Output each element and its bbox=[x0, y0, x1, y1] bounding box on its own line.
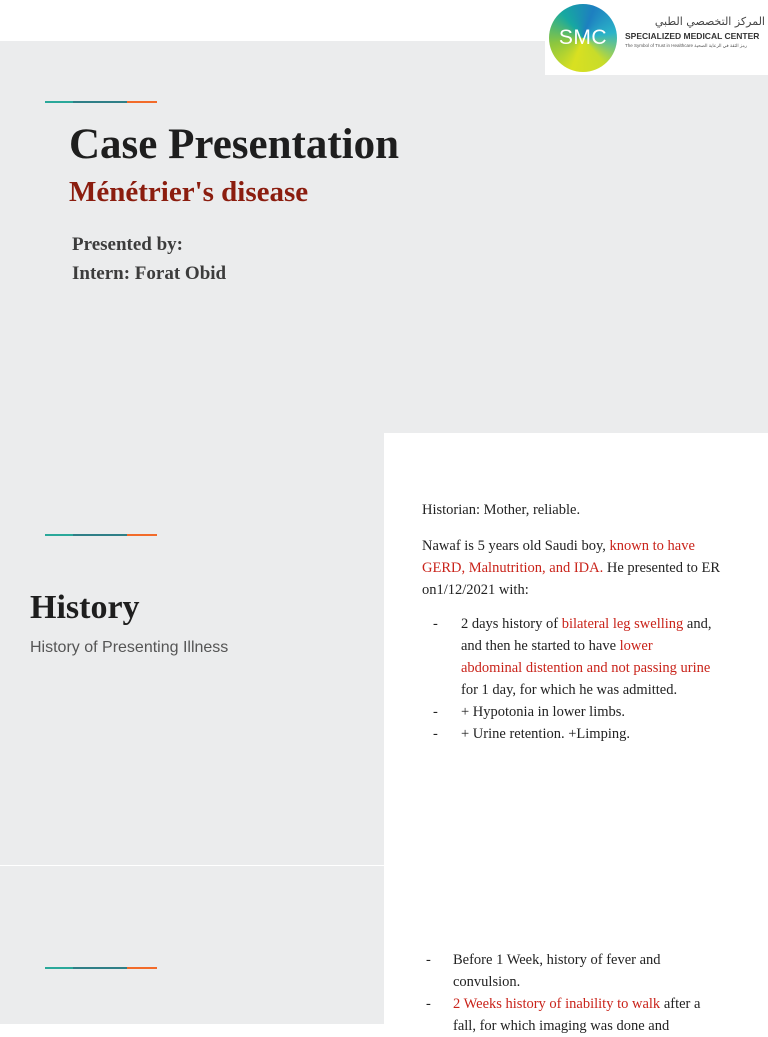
smc-logo-circle-icon bbox=[549, 4, 617, 72]
list-bullet: - bbox=[433, 726, 438, 742]
list-item bbox=[426, 993, 726, 1037]
item-highlight: 2 Weeks history of inability to walk bbox=[453, 996, 661, 1012]
accent-line bbox=[45, 534, 157, 536]
disease-subtitle: Ménétrier's disease bbox=[69, 176, 309, 208]
smc-logo bbox=[545, 0, 768, 75]
list-bullet: - bbox=[433, 616, 438, 632]
list-bullet: - bbox=[426, 996, 431, 1012]
item-highlight: bilateral leg swelling bbox=[561, 616, 684, 632]
item-text: and, and then he started to have bbox=[461, 616, 712, 654]
item-text: for 1 day, for which he was admitted. bbox=[461, 682, 678, 698]
slide-history bbox=[0, 433, 768, 865]
accent-segment-teal bbox=[45, 534, 73, 536]
list-item bbox=[433, 613, 715, 701]
accent-line bbox=[45, 101, 157, 103]
accent-segment-orange bbox=[127, 534, 157, 536]
intro-text: Nawaf is 5 years old Saudi boy, bbox=[422, 538, 610, 554]
page-title: Case Presentation bbox=[69, 121, 400, 168]
history-continued-panel bbox=[384, 866, 768, 1034]
item-text: after a fall, for which imaging was done and bbox=[453, 996, 701, 1034]
list-bullet: - bbox=[433, 704, 438, 720]
section-title: History bbox=[30, 589, 140, 626]
intro-paragraph bbox=[422, 535, 740, 601]
item-highlight: lower abdominal distention and not passing urine bbox=[461, 638, 711, 676]
list-item bbox=[433, 723, 715, 745]
history-content-panel bbox=[384, 433, 768, 865]
accent-segment-teal bbox=[45, 967, 73, 969]
item-text: + Hypotonia in lower limbs. bbox=[461, 704, 626, 720]
accent-line bbox=[45, 967, 157, 969]
section-subtitle: History of Presenting Illness bbox=[30, 639, 229, 656]
list-bullet: - bbox=[426, 952, 431, 968]
logo-tagline: The Symbol of Trust in Healthcare رمز الثقة في الرعاية الصحية bbox=[625, 43, 747, 48]
list-item bbox=[433, 701, 715, 723]
presenting-list bbox=[433, 613, 715, 745]
presenter-label: Presented by: bbox=[72, 234, 183, 255]
accent-segment-blue bbox=[73, 101, 127, 103]
slide-history-continued bbox=[0, 866, 768, 1034]
intro-highlight: known to have GERD, Malnutrition, and IDA. bbox=[422, 538, 695, 576]
smc-logo-initials: SMC bbox=[558, 26, 608, 49]
list-item bbox=[426, 949, 726, 993]
slide-case-presentation bbox=[0, 41, 768, 433]
historian-line: Historian: Mother, reliable. bbox=[422, 502, 581, 518]
accent-segment-blue bbox=[73, 967, 127, 969]
accent-segment-blue bbox=[73, 534, 127, 536]
accent-segment-orange bbox=[127, 967, 157, 969]
accent-segment-teal bbox=[45, 101, 73, 103]
item-text: Before 1 Week, history of fever and convulsion. bbox=[453, 952, 661, 990]
logo-arabic-name: المركز التخصصي الطبي bbox=[654, 15, 765, 28]
logo-english-name: SPECIALIZED MEDICAL CENTER bbox=[625, 31, 760, 41]
item-text: 2 days history of bbox=[461, 616, 562, 632]
item-text: + Urine retention. +Limping. bbox=[461, 726, 630, 742]
presenter-name: Intern: Forat Obid bbox=[72, 263, 227, 284]
intro-text-end: He presented to ER on1/12/2021 with: bbox=[422, 560, 721, 598]
accent-segment-orange bbox=[127, 101, 157, 103]
history-continued-list bbox=[426, 949, 726, 1037]
